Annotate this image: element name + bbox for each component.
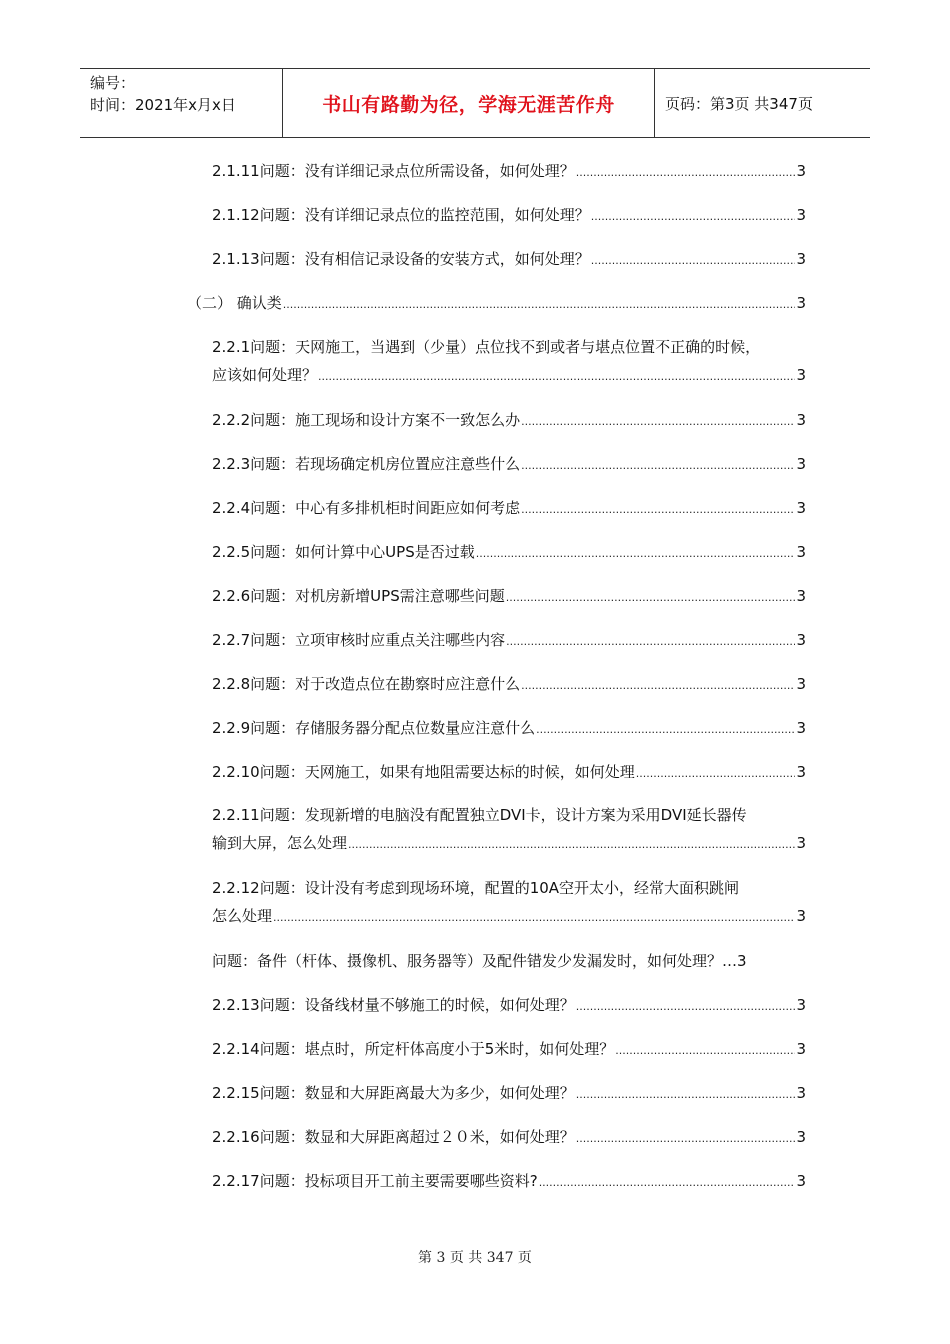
toc-entry[interactable]	[212, 804, 806, 856]
toc-entry-continuation: 应该如何处理？	[212, 366, 318, 384]
toc-entry[interactable]	[212, 1038, 806, 1062]
toc-leader	[318, 364, 795, 388]
toc-leader	[506, 629, 795, 653]
toc-leader	[283, 292, 796, 316]
toc-entry[interactable]	[212, 673, 806, 697]
toc-entry-title: 2.2.10问题：天网施工，如果有地阻需要达标的时候，如何处理	[212, 763, 635, 781]
date-line: 时间：2021年x月x日	[90, 96, 236, 114]
toc-entry-title: 2.2.1问题：天网施工，当遇到（少量）点位找不到或者与堪点位置不正确的时候，	[212, 338, 761, 356]
toc-entry-title: 2.2.2问题：施工现场和设计方案不一致怎么办	[212, 411, 521, 429]
toc-page-number: 3	[796, 455, 806, 473]
toc-entry[interactable]	[212, 541, 806, 565]
toc-entry-continuation: 怎么处理	[212, 907, 273, 925]
page-header	[80, 68, 870, 138]
toc-entry[interactable]	[212, 1170, 806, 1194]
toc-entry[interactable]	[212, 336, 806, 388]
toc-entry-title: 2.2.13问题：设备线材量不够施工的时候，如何处理？	[212, 996, 575, 1014]
toc-entry-title: 2.2.14问题：堪点时，所定杆体高度小于5米时，如何处理？	[212, 1040, 615, 1058]
toc-page-number: 3	[796, 763, 806, 781]
toc-leader	[576, 1082, 796, 1106]
toc-entry[interactable]	[212, 761, 806, 785]
toc-leader	[521, 673, 795, 697]
toc-entry-title: 2.2.9问题：存储服务器分配点位数量应注意什么	[212, 719, 536, 737]
page-footer: 第 3 页 共 347 页	[418, 1250, 532, 1266]
toc-leader	[521, 409, 795, 433]
toc-page-number: 3	[796, 834, 806, 852]
toc-page-number: 3	[796, 675, 806, 693]
toc-entry-title: 2.2.4问题：中心有多排机柜时间距应如何考虑	[212, 499, 521, 517]
toc-leader	[591, 248, 796, 272]
toc-entry-title: 问题：备件（杆体、摄像机、服务器等）及配件错发少发漏发时，如何处理？…	[212, 952, 738, 970]
toc-entry[interactable]	[212, 717, 806, 741]
toc-entry-title: 2.2.6问题：对机房新增UPS需注意哪些问题	[212, 587, 505, 605]
motto-text: 书山有路勤为径，学海无涯苦作舟	[322, 93, 615, 116]
toc-entry-title: 2.2.17问题：投标项目开工前主要需要哪些资料?	[212, 1172, 538, 1190]
toc-leader	[636, 761, 796, 785]
toc-leader	[521, 453, 795, 477]
toc-leader	[591, 204, 796, 228]
toc-page-number: 3	[796, 631, 806, 649]
toc-page-number: 3	[796, 206, 806, 224]
toc-page-number: 3	[796, 1084, 806, 1102]
toc-leader	[273, 905, 795, 929]
toc-entry[interactable]	[212, 1082, 806, 1106]
toc-page-number: 3	[796, 366, 806, 384]
toc-page-number: 3	[796, 499, 806, 517]
toc-entry-title: 2.1.12问题：没有详细记录点位的监控范围，如何处理？	[212, 206, 590, 224]
toc-leader	[576, 994, 796, 1018]
toc-page-number: 3	[796, 162, 806, 180]
toc-entry[interactable]	[212, 160, 806, 184]
toc-leader	[521, 497, 795, 521]
header-page-cell	[655, 69, 870, 137]
toc-leader	[539, 1170, 796, 1194]
toc-entry-title: 2.2.7问题：立项审核时应重点关注哪些内容	[212, 631, 506, 649]
toc-entry-title: 2.2.5问题：如何计算中心UPS是否过载	[212, 543, 475, 561]
toc-entry[interactable]	[212, 248, 806, 272]
header-meta	[80, 69, 282, 137]
toc-entry[interactable]	[212, 877, 806, 929]
toc-entry-title: 2.2.3问题：若现场确定机房位置应注意些什么	[212, 455, 521, 473]
toc-leader	[506, 585, 796, 609]
toc-page-number: 3	[796, 907, 806, 925]
toc-leader	[536, 717, 795, 741]
toc-page-number: 3	[796, 1128, 806, 1146]
toc-entry-title: 2.2.15问题：数显和大屏距离最大为多少，如何处理？	[212, 1084, 575, 1102]
toc-page-number: 3	[796, 1040, 806, 1058]
toc-entry[interactable]	[212, 629, 806, 653]
toc-page-number: 3	[737, 952, 747, 970]
toc-leader	[476, 541, 796, 565]
toc-entry[interactable]	[212, 585, 806, 609]
header-motto-cell	[282, 69, 655, 137]
toc-page-number: 3	[796, 996, 806, 1014]
toc-entry[interactable]	[212, 409, 806, 433]
toc-entry[interactable]	[212, 204, 806, 228]
toc-section-entry[interactable]	[187, 292, 806, 316]
toc-entry-title: 2.2.12问题：设计没有考虑到现场环境，配置的10A空开太小，经常大面积跳闸	[212, 879, 740, 897]
toc-leader	[348, 832, 795, 856]
toc-entry-title: 2.1.11问题：没有详细记录点位所需设备，如何处理？	[212, 162, 575, 180]
toc-entry-title: 2.2.16问题：数显和大屏距离超过２０米，如何处理？	[212, 1128, 575, 1146]
toc-page-number: 3	[796, 719, 806, 737]
header-page-info: 页码：第3页 共347页	[665, 94, 813, 113]
toc-page-number: 3	[796, 294, 806, 312]
toc-entry-continuation: 输到大屏，怎么处理	[212, 834, 348, 852]
toc-entry[interactable]	[212, 497, 806, 521]
toc-leader	[615, 1038, 795, 1062]
toc-section-title: （二） 确认类	[187, 294, 282, 312]
toc-page-number: 3	[796, 411, 806, 429]
toc-entry-title: 2.2.11问题：发现新增的电脑没有配置独立DVI卡，设计方案为采用DVI延长器传	[212, 806, 747, 824]
toc-leader	[576, 160, 796, 184]
toc-page-number: 3	[796, 587, 806, 605]
toc-entry[interactable]	[212, 1126, 806, 1150]
toc-entry-title: 2.1.13问题：没有相信记录设备的安装方式，如何处理？	[212, 250, 590, 268]
toc-entry[interactable]	[212, 453, 806, 477]
toc-entry[interactable]	[212, 950, 806, 972]
number-label: 编号：	[90, 74, 136, 92]
toc-page-number: 3	[796, 1172, 806, 1190]
toc-leader	[576, 1126, 796, 1150]
toc-entry[interactable]	[212, 994, 806, 1018]
toc-page-number: 3	[796, 543, 806, 561]
toc-page-number: 3	[796, 250, 806, 268]
toc-entry-title: 2.2.8问题：对于改造点位在勘察时应注意什么	[212, 675, 521, 693]
